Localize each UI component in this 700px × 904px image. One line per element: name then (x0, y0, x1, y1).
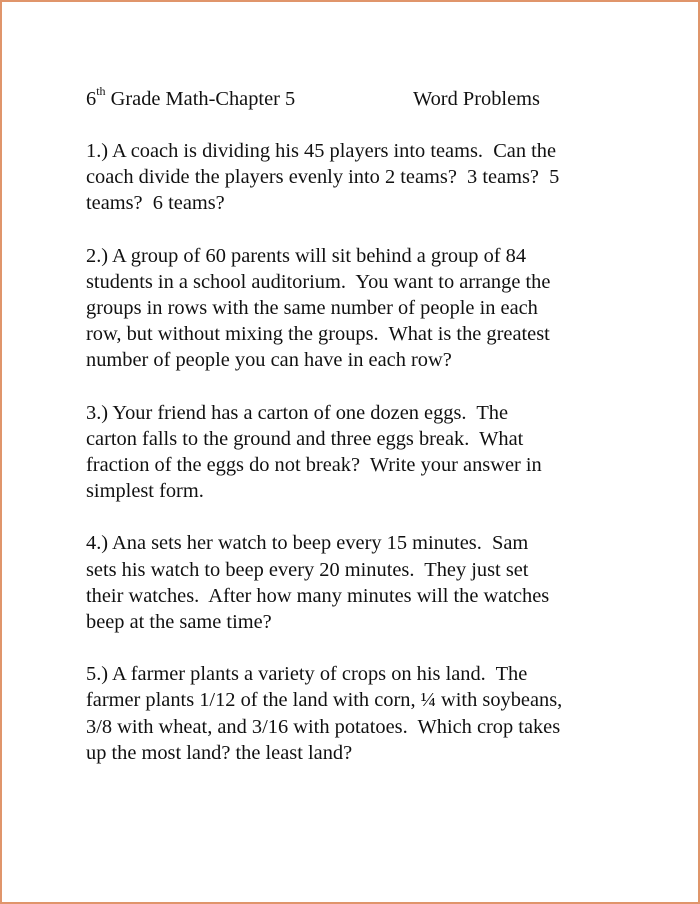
problem-line: their watches. After how many minutes will the watches (86, 584, 550, 607)
problem-line: beep at the same time? (86, 611, 272, 634)
problem-line: 1.) A coach is dividing his 45 players into teams. Can the (86, 140, 557, 162)
problem-line: farmer plants 1/12 of the land with corn, ¼ with soybeans, (86, 689, 563, 712)
problem-line: teams? 6 teams? (86, 192, 225, 215)
page-subtitle: Word Problems (413, 88, 540, 110)
problem-1 (86, 138, 646, 217)
problem-line: 5.) A farmer plants a variety of crops on his land. The (86, 663, 528, 686)
problem-line: 4.) Ana sets her watch to beep every 15 minutes. Sam (86, 532, 529, 555)
problem-line: coach divide the players evenly into 2 teams? 3 teams? 5 (86, 166, 560, 189)
problem-line: groups in rows with the same number of people in each (86, 297, 538, 320)
problem-3 (86, 400, 646, 505)
problem-line: 2.) A group of 60 parents will sit behind a group of 84 (86, 244, 527, 267)
problem-line: carton falls to the ground and three eggs break. What (86, 427, 524, 450)
worksheet-header (86, 86, 646, 116)
problem-4 (86, 530, 646, 635)
problem-2 (86, 243, 646, 374)
problem-line: up the most land? the least land? (86, 741, 353, 764)
problem-line: sets his watch to beep every 20 minutes. They just set (86, 558, 529, 581)
problem-line: simplest form. (86, 480, 204, 503)
worksheet-content (86, 86, 646, 766)
problem-5 (86, 661, 646, 766)
grade-suffix: th (96, 84, 106, 99)
problem-line: fraction of the eggs do not break? Write your answer in (86, 454, 542, 477)
problem-line: 3.) Your friend has a carton of one dozen eggs. The (86, 401, 509, 424)
title-rest: Grade Math-Chapter 5 (105, 88, 296, 110)
problem-line: row, but without mixing the groups. What is the greatest (86, 323, 550, 346)
problem-line: students in a school auditorium. You want to arrange the (86, 270, 551, 293)
page-title (86, 86, 295, 112)
problem-line: 3/8 with wheat, and 3/16 with potatoes. Which crop takes (86, 715, 561, 738)
grade-number: 6 (86, 88, 97, 110)
problem-line: number of people you can have in each row? (86, 349, 452, 372)
